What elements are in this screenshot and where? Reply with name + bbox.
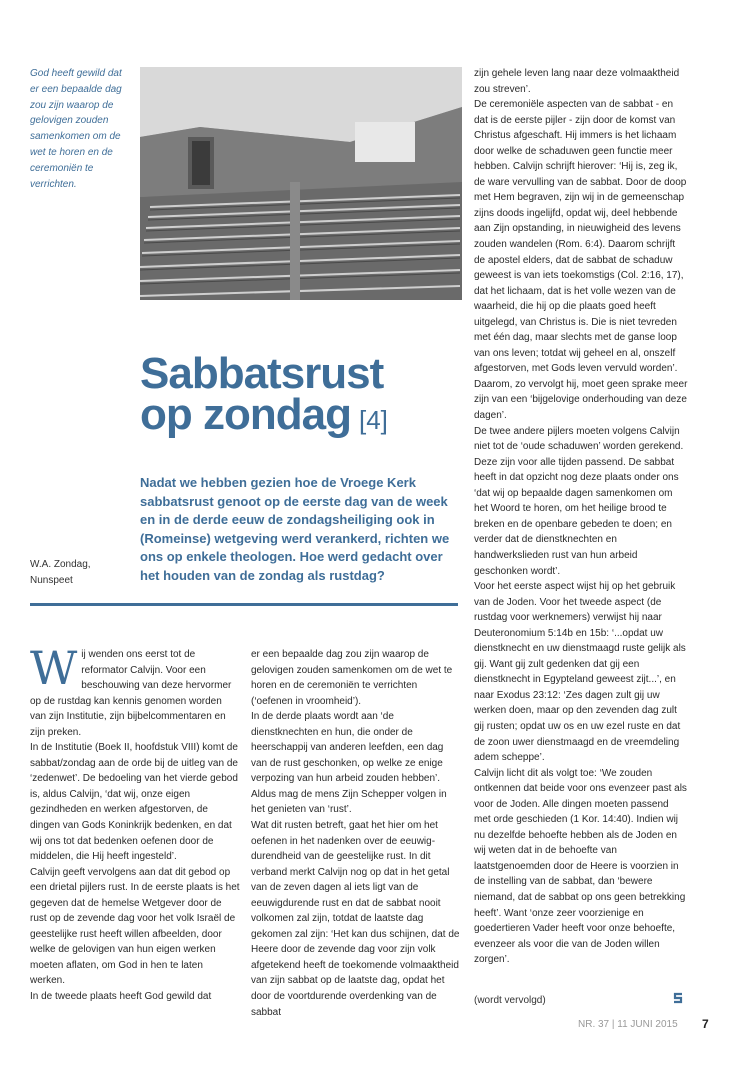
church-interior-icon [140, 67, 462, 300]
body-column-1 [30, 641, 240, 1005]
title-line-1: Sabbatsrust [140, 349, 384, 398]
title-line-2-text: op zondag [140, 390, 351, 439]
body-paragraph: Voor het eerste aspect wijst hij op het gebruik van de Joden. Voor het tweede aspect (de rustdag voor werknemers) verwijst hij naar Deuteronomium 5:14b en 15b: ‘...opdat uw dienstknecht en uw dienstmaagd ruste gelijk als gij. Want gij zult gedenken dat gij een dienstknecht in Egypteland geweest zijt...’, en naar Exodus 23:12: ‘Zes dagen zult gij uw werken doen, maar op den zevenden dag zult gij rusten; opdat uw os en uw ezel ruste en dat de zoon uwer dienstmaagd en de vreemdeling adem scheppe’. [474, 581, 686, 764]
body-paragraph: De twee andere pijlers moeten volgens Calvijn niet tot de ‘oude schaduwen’ worden gerekend. Deze zijn voor alle tijden passend. De sabbat heeft in dat opzicht nog deze plaats onder ons ‘dat wij op bepaalde dagen samenkomen om het Woord te horen, om het heilige brood te breken en de openbare gebeden te doen; en verder dat de dienstknechten en handwerkslieden rust van hun arbeid geschonken wordt’. [474, 425, 684, 577]
page-number: 7 [702, 1017, 709, 1031]
author-place: Nunspeet [30, 575, 73, 586]
body-column-3 [474, 66, 688, 968]
article-lead: Nadat we hebben gezien hoe de Vroege Kerk sabbatsrust genoot op de eerste dag van de week en in de derde eeuw de zondagsheiliging ook in (Romeinse) wetgeving werd verankerd, richten we ons op enkele theologen. Hoe werd gedacht over het houden van de zondag als rustdag? [140, 475, 450, 583]
author-byline [30, 557, 130, 589]
series-part-number: [4] [358, 405, 388, 435]
article-title [140, 349, 470, 441]
body-paragraph: Calvijn licht dit als volgt toe: ‘We zouden ontkennen dat beide voor ons evenzeer past als voor de Joden. Alle dingen moeten passend met orde geschieden (1 Kor. 14:40). Indien wij nu dezelfde behoefte hebben als de Joden en wij weten dat in de behoefte van laatstgenoemden door de Heere is voorzien in de instelling van de sabbat, dan ‘bewere niemand, dat de sabbat op ons geen betrekking heeft’. Want ‘onze zeer voorzienige en goedertieren Vader heeft voor onze behoefte, evenzeer als voor die van de Joden willen zorgen’. [474, 767, 687, 966]
section-divider [30, 603, 458, 606]
title-line-2 [140, 390, 470, 441]
body-paragraph: er een bepaalde dag zou zijn waarop de gelovigen zouden samenkomen om de wet te horen en de ceremoniën te verrichten (‘oefenen in vroomheid’). [251, 649, 453, 707]
body-paragraph [30, 641, 240, 740]
body-paragraph: Calvijn geeft vervolgens aan dat dit gebod op een drietal pijlers rust. In de eerste plaats is het gegeven dat de hemelse Wetgever door de rust op de zevende dag voor het volk Israël de geestelijke rust heeft willen afbeelden, door welke de gelovigen van hun eigen werken moeten aflaten, om God in hen te laten werken. [30, 866, 240, 987]
author-name: W.A. Zondag, [30, 559, 91, 570]
end-mark-icon [672, 992, 684, 1004]
church-interior-photo [140, 67, 462, 300]
to-be-continued-note: (wordt vervolgd) [474, 995, 546, 1006]
body-paragraph-text: ij wenden ons eerst tot de reformator Calvijn. Voor een beschouwing van deze hervormer op de rustdag kan kennis genomen worden van zijn Institutie, zijn bijbelcommentaren en zijn preken. [30, 649, 232, 738]
issue-info: NR. 37 | 11 JUNI 2015 [578, 1019, 678, 1030]
body-paragraph: In de derde plaats wordt aan ‘de dienstknechten en hun, die onder de heerschappij van anderen leefden, een dag van de rust geschonken, op welke ze enige verpozing van hun arbeid zouden hebben’. Aldus mag de mens Zijn Schepper volgen in het genieten van ‘rust’. [251, 711, 447, 816]
drop-cap: W [30, 641, 78, 695]
body-paragraph: Wat dit rusten betreft, gaat het hier om het oefenen in het nadenken over de eeuwig-durendheid van de geestelijke rust. In dit verband merkt Calvijn nog op dat in het getal van de zeven dagen al iets ligt van de eeuwigdurende rust en dat de sabbat nooit volkomen zal zijn, totdat de laatste dag gekomen zal zijn: ‘Het kan dus schijnen, dat de Heere door de zevende dag voor zijn volk afgetekend heeft de toekomende volmaaktheid van zijn sabbat op de laatste dag, opdat het door de voortdurende overdenking van de sabbat [251, 820, 460, 1018]
body-paragraph: zijn gehele leven lang naar deze volmaaktheid zou streven’. [474, 68, 680, 95]
body-paragraph: In de tweede plaats heeft God gewild dat [30, 991, 212, 1003]
pull-quote: God heeft gewild dat er een bepaalde dag zou zijn waarop de gelovigen zouden samenkomen om de wet te horen en de ceremoniën te verrichten. [30, 68, 122, 190]
body-paragraph: De ceremoniële aspecten van de sabbat - en dat is de eerste pijler - zijn door de komst van Christus afgeschaft. Hij immers is het lichaam door welke de schaduwen geen functie meer hebben. Calvijn schrijft hierover: ‘Hij is, zeg ik, de ware vervulling van de sabbat. Door de doop met Hem begraven, zijn wij in de gemeenschap zijns doods ingelijfd, opdat wij, deel hebbende aan Zijn opstanding, in nieuwigheid des levens zouden wandelen (Rom. 6:4). Daarom schrijft de apostel elders, dat de sabbat de schaduw geweest is van iets toekomstigs (Col. 2:16, 17), dat het lichaam, dat is het volle wezen van de waarheid, die hij op die plaats goed heeft uitgelegd, van Christus is. Die is niet tevreden met één dag, maar slechts met de ganse loop van ons leven; totdat wij geheel en al, onszelf afgestorven, met Gods leven vervuld worden’. Daarom, zo vervolgt hij, moet geen sprake meer zijn van een ‘bijgelovige onderhouding van deze dagen’. [474, 99, 688, 422]
body-column-2 [251, 647, 461, 1020]
body-paragraph: In de Institutie (Boek II, hoofdstuk VIII) komt de sabbat/zondag aan de orde bij de uitleg van de ‘zedenwet’. De bedoeling van het vierde gebod is, aldus Calvijn, ‘dat wij, onze eigen gezindheden en werken afgestorven, de dingen van Gods Koninkrijk bedenken, en dat wij ons tot dat bedenken oefenen door de middelen, die Hij heeft ingesteld’. [30, 742, 238, 863]
